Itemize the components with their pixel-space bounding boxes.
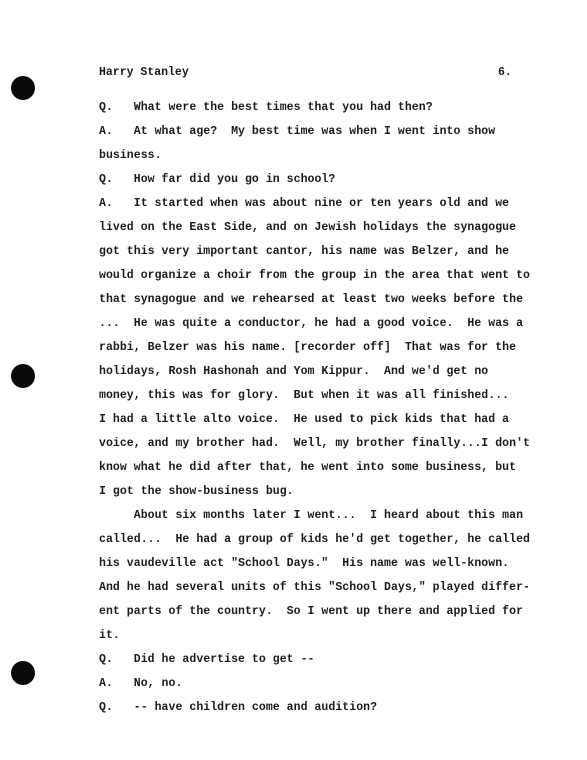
- text-line: that synagogue and we rehearsed at least two weeks before the: [99, 293, 524, 306]
- text-line: holidays, Rosh Hashonah and Yom Kippur. And we'd get no: [99, 365, 489, 378]
- text-line: his vaudeville act "School Days." His name was well-known.: [99, 557, 510, 570]
- text-line: would organize a choir from the group in the area that went to: [99, 269, 530, 282]
- text-line: A. It started when was about nine or ten years old and we: [99, 197, 510, 210]
- text-line: it.: [99, 629, 120, 642]
- text-line: ... He was quite a conductor, he had a good voice. He was a: [99, 317, 524, 330]
- text-line: lived on the East Side, and on Jewish holidays the synagogue: [99, 221, 517, 234]
- page-header-name: Harry Stanley: [99, 66, 189, 79]
- punch-hole-middle: [11, 364, 35, 388]
- text-line: Q. -- have children come and audition?: [99, 701, 378, 714]
- text-line: ent parts of the country. So I went up there and applied for: [99, 605, 524, 618]
- text-line: A. No, no.: [99, 677, 183, 690]
- text-line: Q. How far did you go in school?: [99, 173, 336, 186]
- text-line: And he had several units of this "School Days," played differ-: [99, 581, 530, 594]
- text-line: A. At what age? My best time was when I went into show: [99, 125, 496, 138]
- text-line: called... He had a group of kids he'd get together, he called: [99, 533, 530, 546]
- punch-hole-bottom: [11, 661, 35, 685]
- text-line: rabbi, Belzer was his name. [recorder off] That was for the: [99, 341, 517, 354]
- text-line: I got the show-business bug.: [99, 485, 294, 498]
- transcript-body: [99, 96, 529, 720]
- text-line: got this very important cantor, his name was Belzer, and he: [99, 245, 510, 258]
- text-line: know what he did after that, he went into some business, but: [99, 461, 517, 474]
- text-line: About six months later I went... I heard about this man: [99, 509, 524, 522]
- text-line: Q. What were the best times that you had then?: [99, 101, 433, 114]
- page-number: 6.: [498, 66, 512, 79]
- punch-hole-top: [11, 76, 35, 100]
- text-line: I had a little alto voice. He used to pick kids that had a: [99, 413, 510, 426]
- text-line: voice, and my brother had. Well, my brother finally...I don't: [99, 437, 530, 450]
- text-line: money, this was for glory. But when it was all finished...: [99, 389, 510, 402]
- text-line: business.: [99, 149, 162, 162]
- text-line: Q. Did he advertise to get --: [99, 653, 315, 666]
